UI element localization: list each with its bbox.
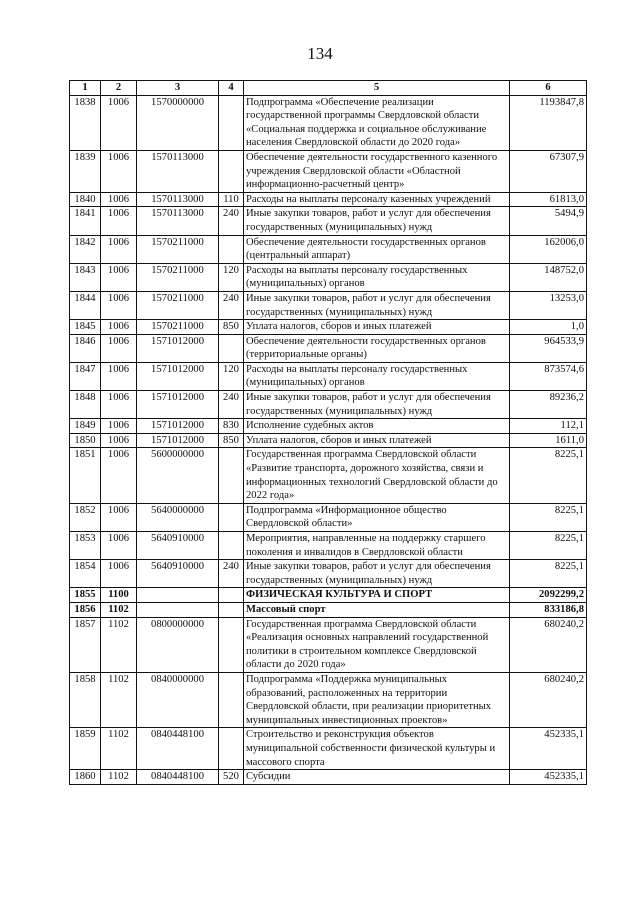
item-name: Исполнение судебных актов — [244, 419, 510, 434]
table-row — [70, 291, 587, 319]
expense-type-code — [219, 448, 244, 503]
table-row — [70, 320, 587, 335]
table-row — [70, 448, 587, 503]
target-article-code: 0840000000 — [137, 672, 219, 727]
table-row — [70, 391, 587, 419]
item-name: Обеспечение деятельности государственных органов (территориальные органы) — [244, 334, 510, 362]
amount-value: 833186,8 — [510, 602, 587, 617]
section-code: 1102 — [101, 672, 137, 727]
table-row — [70, 532, 587, 560]
item-name: Расходы на выплаты персоналу государственных (муниципальных) органов — [244, 362, 510, 390]
table-row — [70, 588, 587, 603]
amount-value: 13253,0 — [510, 291, 587, 319]
item-name: Иные закупки товаров, работ и услуг для обеспечения государственных (муниципальных) нужд — [244, 207, 510, 235]
target-article-code: 1570211000 — [137, 235, 219, 263]
section-code: 1006 — [101, 207, 137, 235]
expense-type-code — [219, 588, 244, 603]
table-row — [70, 617, 587, 672]
amount-value: 452335,1 — [510, 770, 587, 785]
section-code: 1006 — [101, 391, 137, 419]
row-number: 1860 — [70, 770, 101, 785]
row-number: 1846 — [70, 334, 101, 362]
amount-value: 8225,1 — [510, 503, 587, 531]
item-name: ФИЗИЧЕСКАЯ КУЛЬТУРА И СПОРТ — [244, 588, 510, 603]
row-number: 1850 — [70, 433, 101, 448]
item-name: Мероприятия, направленные на поддержку старшего поколения и инвалидов в Свердловской области — [244, 532, 510, 560]
row-number: 1859 — [70, 728, 101, 770]
amount-value: 1611,0 — [510, 433, 587, 448]
item-name: Уплата налогов, сборов и иных платежей — [244, 320, 510, 335]
item-name: Иные закупки товаров, работ и услуг для обеспечения государственных (муниципальных) нужд — [244, 391, 510, 419]
amount-value: 61813,0 — [510, 192, 587, 207]
target-article-code: 5640000000 — [137, 503, 219, 531]
target-article-code: 1571012000 — [137, 362, 219, 390]
item-name: Обеспечение деятельности государственных органов (центральный аппарат) — [244, 235, 510, 263]
table-row — [70, 192, 587, 207]
target-article-code: 1571012000 — [137, 334, 219, 362]
expense-type-code: 240 — [219, 391, 244, 419]
amount-value: 680240,2 — [510, 617, 587, 672]
amount-value: 964533,9 — [510, 334, 587, 362]
header-cell: 3 — [137, 81, 219, 96]
row-number: 1851 — [70, 448, 101, 503]
target-article-code — [137, 588, 219, 603]
row-number: 1854 — [70, 560, 101, 588]
target-article-code: 1571012000 — [137, 419, 219, 434]
amount-value: 8225,1 — [510, 560, 587, 588]
target-article-code: 5600000000 — [137, 448, 219, 503]
table-row — [70, 602, 587, 617]
table-row — [70, 728, 587, 770]
expense-type-code: 120 — [219, 263, 244, 291]
row-number: 1842 — [70, 235, 101, 263]
target-article-code: 1571012000 — [137, 391, 219, 419]
section-code: 1006 — [101, 235, 137, 263]
expense-type-code — [219, 235, 244, 263]
expense-type-code: 850 — [219, 320, 244, 335]
target-article-code — [137, 602, 219, 617]
row-number: 1856 — [70, 602, 101, 617]
target-article-code: 1570211000 — [137, 320, 219, 335]
item-name: Уплата налогов, сборов и иных платежей — [244, 433, 510, 448]
target-article-code: 1571012000 — [137, 433, 219, 448]
expense-type-code: 120 — [219, 362, 244, 390]
section-code: 1006 — [101, 362, 137, 390]
section-code: 1006 — [101, 560, 137, 588]
section-code: 1006 — [101, 320, 137, 335]
row-number: 1839 — [70, 150, 101, 192]
amount-value: 452335,1 — [510, 728, 587, 770]
item-name: Подпрограмма «Информационное общество Свердловской области» — [244, 503, 510, 531]
table-header-row — [70, 81, 587, 96]
item-name: Государственная программа Свердловской области «Реализация основных направлений государственной политики в строительном комплексе Свердловской области до 2020 года» — [244, 617, 510, 672]
table-row — [70, 150, 587, 192]
table-row — [70, 235, 587, 263]
expense-type-code — [219, 503, 244, 531]
item-name: Строительство и реконструкция объектов муниципальной собственности физической культуры и массового спорта — [244, 728, 510, 770]
table-row — [70, 672, 587, 727]
table-row — [70, 560, 587, 588]
target-article-code: 0840448100 — [137, 728, 219, 770]
item-name: Субсидии — [244, 770, 510, 785]
section-code: 1006 — [101, 291, 137, 319]
expense-type-code — [219, 728, 244, 770]
row-number: 1855 — [70, 588, 101, 603]
section-code: 1006 — [101, 532, 137, 560]
expense-type-code: 520 — [219, 770, 244, 785]
table-row — [70, 207, 587, 235]
row-number: 1848 — [70, 391, 101, 419]
budget-table — [69, 80, 587, 785]
amount-value: 680240,2 — [510, 672, 587, 727]
item-name: Иные закупки товаров, работ и услуг для обеспечения государственных (муниципальных) нужд — [244, 560, 510, 588]
table-row — [70, 433, 587, 448]
header-cell: 1 — [70, 81, 101, 96]
item-name: Подпрограмма «Поддержка муниципальных образований, расположенных на территории Свердловской области, при реализации приоритетных муниципальных инвестиционных проектов» — [244, 672, 510, 727]
header-cell: 6 — [510, 81, 587, 96]
amount-value: 8225,1 — [510, 448, 587, 503]
row-number: 1847 — [70, 362, 101, 390]
row-number: 1853 — [70, 532, 101, 560]
section-code: 1006 — [101, 334, 137, 362]
item-name: Подпрограмма «Обеспечение реализации государственной программы Свердловской области «Социальная поддержка и социальное обслуживание населения Свердловской области до 2020 года» — [244, 95, 510, 150]
table-row — [70, 362, 587, 390]
amount-value: 148752,0 — [510, 263, 587, 291]
section-code: 1102 — [101, 728, 137, 770]
section-code: 1006 — [101, 192, 137, 207]
table-row — [70, 503, 587, 531]
row-number: 1841 — [70, 207, 101, 235]
target-article-code: 1570211000 — [137, 263, 219, 291]
expense-type-code: 850 — [219, 433, 244, 448]
amount-value: 112,1 — [510, 419, 587, 434]
item-name: Расходы на выплаты персоналу государственных (муниципальных) органов — [244, 263, 510, 291]
target-article-code: 1570113000 — [137, 207, 219, 235]
section-code: 1006 — [101, 503, 137, 531]
table-row — [70, 419, 587, 434]
amount-value: 1193847,8 — [510, 95, 587, 150]
target-article-code: 1570113000 — [137, 150, 219, 192]
section-code: 1102 — [101, 770, 137, 785]
amount-value: 873574,6 — [510, 362, 587, 390]
expense-type-code — [219, 334, 244, 362]
item-name: Расходы на выплаты персоналу казенных учреждений — [244, 192, 510, 207]
target-article-code: 1570113000 — [137, 192, 219, 207]
row-number: 1858 — [70, 672, 101, 727]
amount-value: 8225,1 — [510, 532, 587, 560]
amount-value: 67307,9 — [510, 150, 587, 192]
row-number: 1843 — [70, 263, 101, 291]
row-number: 1852 — [70, 503, 101, 531]
amount-value: 5494,9 — [510, 207, 587, 235]
section-code: 1102 — [101, 617, 137, 672]
page-number: 134 — [307, 44, 333, 63]
amount-value: 89236,2 — [510, 391, 587, 419]
expense-type-code — [219, 617, 244, 672]
item-name: Массовый спорт — [244, 602, 510, 617]
table-row — [70, 95, 587, 150]
expense-type-code — [219, 95, 244, 150]
table-row — [70, 334, 587, 362]
item-name: Обеспечение деятельности государственного казенного учреждения Свердловской области «Областной информационно-расчетный центр» — [244, 150, 510, 192]
target-article-code: 1570211000 — [137, 291, 219, 319]
target-article-code: 0800000000 — [137, 617, 219, 672]
expense-type-code: 240 — [219, 207, 244, 235]
section-code: 1100 — [101, 588, 137, 603]
expense-type-code — [219, 672, 244, 727]
row-number: 1845 — [70, 320, 101, 335]
header-cell: 2 — [101, 81, 137, 96]
section-code: 1102 — [101, 602, 137, 617]
header-cell: 5 — [244, 81, 510, 96]
section-code: 1006 — [101, 95, 137, 150]
section-code: 1006 — [101, 433, 137, 448]
row-number: 1844 — [70, 291, 101, 319]
table-row — [70, 263, 587, 291]
header-cell: 4 — [219, 81, 244, 96]
expense-type-code: 110 — [219, 192, 244, 207]
expense-type-code — [219, 532, 244, 560]
amount-value: 162006,0 — [510, 235, 587, 263]
item-name: Государственная программа Свердловской области «Развитие транспорта, дорожного хозяйства, связи и информационных технологий Свердловской области до 2022 года» — [244, 448, 510, 503]
item-name: Иные закупки товаров, работ и услуг для обеспечения государственных (муниципальных) нужд — [244, 291, 510, 319]
row-number: 1849 — [70, 419, 101, 434]
table-row — [70, 770, 587, 785]
target-article-code: 1570000000 — [137, 95, 219, 150]
section-code: 1006 — [101, 448, 137, 503]
section-code: 1006 — [101, 150, 137, 192]
section-code: 1006 — [101, 419, 137, 434]
target-article-code: 0840448100 — [137, 770, 219, 785]
amount-value: 2092299,2 — [510, 588, 587, 603]
expense-type-code — [219, 150, 244, 192]
row-number: 1857 — [70, 617, 101, 672]
row-number: 1840 — [70, 192, 101, 207]
expense-type-code: 240 — [219, 291, 244, 319]
section-code: 1006 — [101, 263, 137, 291]
table-body — [70, 95, 587, 784]
target-article-code: 5640910000 — [137, 560, 219, 588]
amount-value: 1,0 — [510, 320, 587, 335]
row-number: 1838 — [70, 95, 101, 150]
target-article-code: 5640910000 — [137, 532, 219, 560]
expense-type-code: 240 — [219, 560, 244, 588]
expense-type-code — [219, 602, 244, 617]
expense-type-code: 830 — [219, 419, 244, 434]
